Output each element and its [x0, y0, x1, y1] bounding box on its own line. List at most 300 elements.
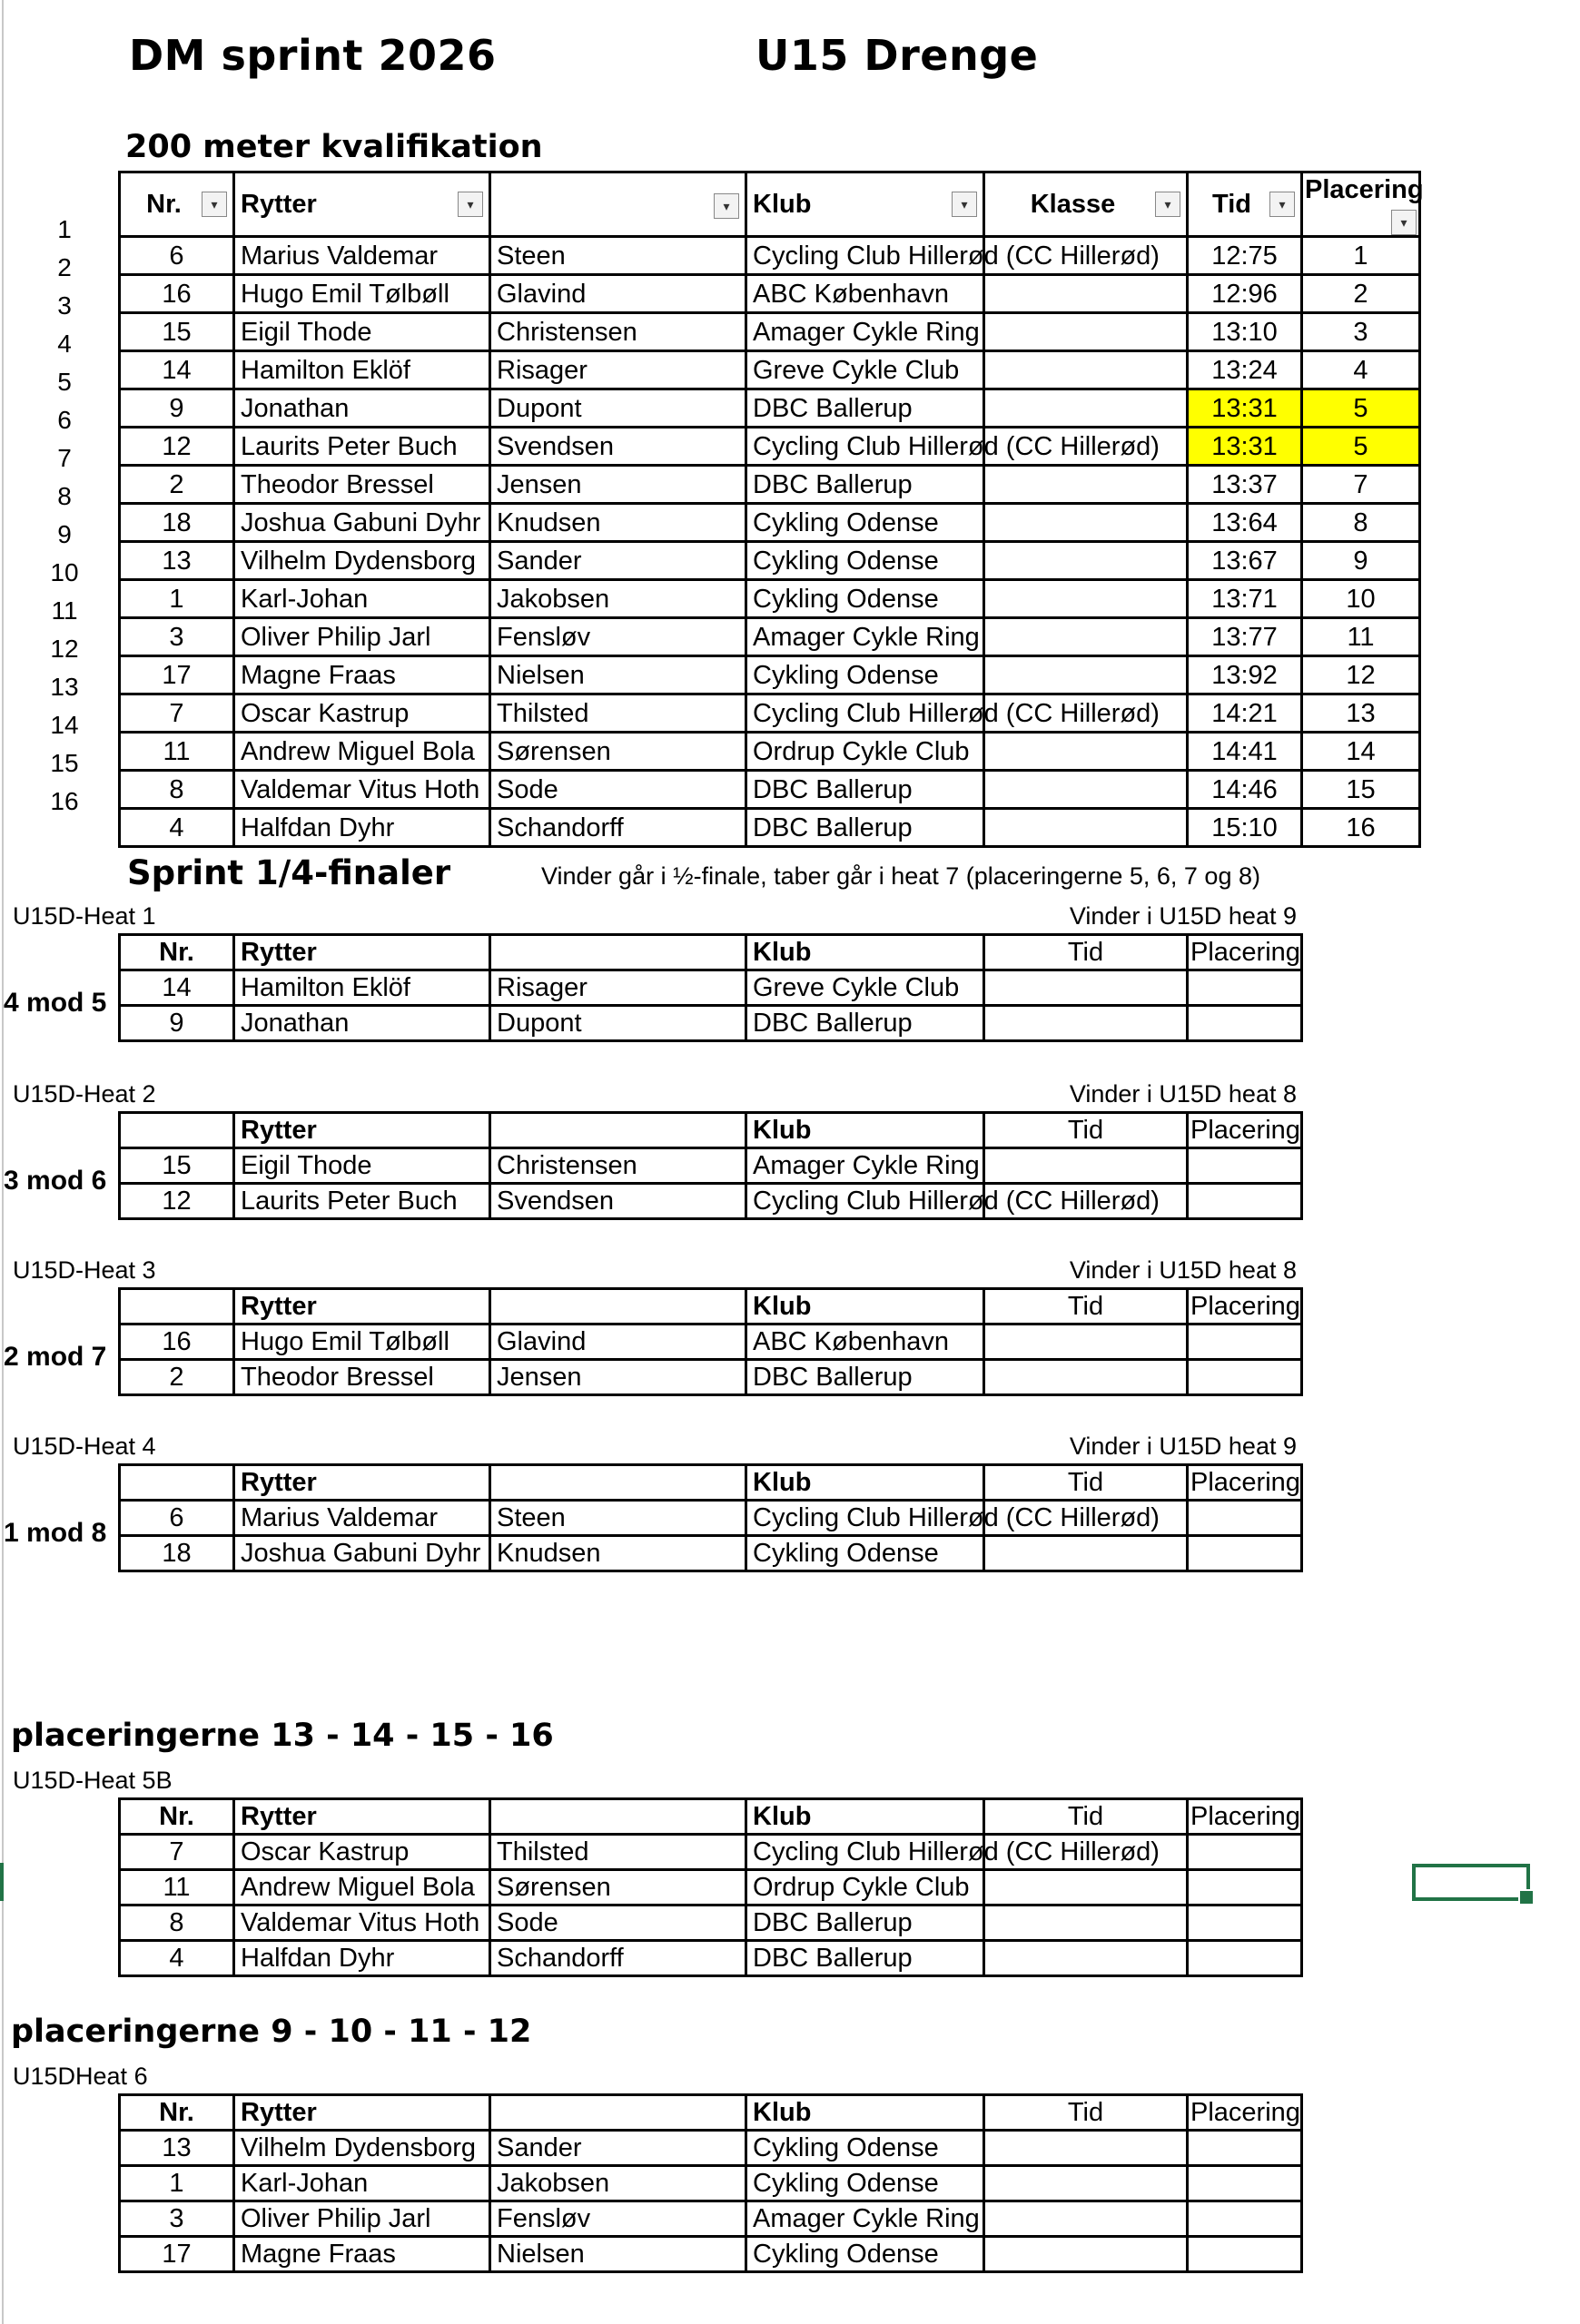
cell-rytter[interactable]: Eigil Thode	[234, 313, 490, 351]
cell-nr[interactable]: 15	[120, 1148, 234, 1184]
heat-winner-note: Vinder i U15D heat 9	[1069, 1433, 1297, 1460]
cell-surname[interactable]: Schandorff	[490, 809, 746, 847]
cell-tid[interactable]: 13:64	[1188, 504, 1302, 542]
col-header-tid: Tid	[984, 1113, 1188, 1148]
cell-surname[interactable]: Thilsted	[490, 1835, 746, 1870]
cell-nr[interactable]: 3	[120, 618, 234, 656]
heat-label: U15D-Heat 1	[13, 902, 156, 930]
col-header-rytter: Rytter	[234, 935, 490, 970]
heat-table	[118, 2093, 1303, 2273]
cell-rytter[interactable]: Oscar Kastrup	[234, 1835, 490, 1870]
cell-nr[interactable]: 11	[120, 733, 234, 771]
cell-rytter[interactable]: Laurits Peter Buch	[234, 428, 490, 466]
cell-nr[interactable]: 11	[120, 1870, 234, 1905]
cell-surname[interactable]: Glavind	[490, 1324, 746, 1360]
cell-klub[interactable]: Cycling Club Hillerød (CC Hillerød)	[746, 1501, 984, 1536]
col-header-blank[interactable]	[490, 172, 746, 237]
cell-klasse[interactable]	[984, 771, 1188, 809]
cell-nr[interactable]: 9	[120, 1006, 234, 1041]
cell-surname[interactable]: Christensen	[490, 313, 746, 351]
cell-rytter[interactable]: Marius Valdemar	[234, 237, 490, 275]
col-header-nr: Nr.	[120, 935, 234, 970]
cell-klub[interactable]: Cykling Odense	[746, 2131, 984, 2166]
cell-surname[interactable]: Sørensen	[490, 1870, 746, 1905]
cell-nr[interactable]: 12	[120, 428, 234, 466]
cell-klub[interactable]: Amager Cykle Ring	[746, 618, 984, 656]
cell-tid[interactable]	[984, 1324, 1188, 1360]
cell-nr[interactable]: 12	[120, 1184, 234, 1219]
cell-rytter[interactable]: Valdemar Vitus Hoth	[234, 771, 490, 809]
cell-klasse[interactable]	[984, 542, 1188, 580]
header-label: Placering	[1305, 175, 1424, 204]
heat-label: U15D-Heat 2	[13, 1080, 156, 1108]
cell-rytter[interactable]: Oliver Philip Jarl	[234, 618, 490, 656]
cell-tid[interactable]	[984, 2201, 1188, 2237]
row-index: 2	[57, 253, 72, 281]
cell-placering[interactable]	[1188, 1905, 1302, 1941]
cell-klasse[interactable]	[984, 351, 1188, 389]
cell-nr[interactable]: 9	[120, 389, 234, 428]
col-header-nr: Nr.	[120, 2095, 234, 2131]
col-header-rytter: Rytter	[234, 1465, 490, 1501]
cell-klub[interactable]: DBC Ballerup	[746, 466, 984, 504]
cell-nr[interactable]: 7	[120, 694, 234, 733]
cell-rytter[interactable]: Oliver Philip Jarl	[234, 2201, 490, 2237]
table-row	[120, 275, 1420, 313]
heat-matchup: 4 mod 5	[4, 988, 107, 1018]
cell-nr[interactable]: 17	[120, 2237, 234, 2272]
cell-placering[interactable]: 2	[1302, 275, 1420, 313]
cell-tid[interactable]: 13:67	[1188, 542, 1302, 580]
cell-surname[interactable]: Jakobsen	[490, 2166, 746, 2201]
cell-surname[interactable]: Nielsen	[490, 2237, 746, 2272]
filter-dropdown-icon[interactable]: ▾	[458, 192, 483, 217]
cell-nr[interactable]: 18	[120, 504, 234, 542]
row-selection-marker	[0, 1863, 4, 1901]
cell-surname[interactable]: Dupont	[490, 389, 746, 428]
cell-tid[interactable]	[984, 1905, 1188, 1941]
cell-nr[interactable]: 2	[120, 1360, 234, 1395]
cell-klub[interactable]: Cykling Odense	[746, 2237, 984, 2272]
cell-tid[interactable]: 14:21	[1188, 694, 1302, 733]
cell-rytter[interactable]: Karl-Johan	[234, 2166, 490, 2201]
cell-klub[interactable]: DBC Ballerup	[746, 389, 984, 428]
cell-klub[interactable]: Cycling Club Hillerød (CC Hillerød)	[746, 237, 984, 275]
cell-nr[interactable]: 13	[120, 2131, 234, 2166]
cell-rytter[interactable]: Hamilton Eklöf	[234, 351, 490, 389]
cell-rytter[interactable]: Jonathan	[234, 1006, 490, 1041]
col-header-blank	[490, 1465, 746, 1501]
cell-klasse[interactable]	[984, 389, 1188, 428]
cell-surname[interactable]: Knudsen	[490, 1536, 746, 1571]
col-header-blank	[490, 935, 746, 970]
cell-tid[interactable]	[984, 970, 1188, 1006]
cell-surname[interactable]: Sode	[490, 771, 746, 809]
col-header-klub: Klub	[746, 1465, 984, 1501]
col-header-klub: Klub	[746, 1113, 984, 1148]
heat-matchup: 1 mod 8	[4, 1518, 107, 1548]
col-header-rytter: Rytter	[234, 1113, 490, 1148]
col-header-rytter: Rytter	[234, 2095, 490, 2131]
filter-dropdown-icon[interactable]: ▾	[1155, 192, 1180, 217]
col-header-tid[interactable]	[1188, 172, 1302, 237]
cell-surname[interactable]: Sørensen	[490, 733, 746, 771]
cell-klub[interactable]: Cykling Odense	[746, 1536, 984, 1571]
cell-klub[interactable]: DBC Ballerup	[746, 1006, 984, 1041]
cell-rytter[interactable]: Theodor Bressel	[234, 466, 490, 504]
cell-surname[interactable]: Risager	[490, 351, 746, 389]
filter-dropdown-icon[interactable]: ▾	[1269, 192, 1295, 217]
cell-klub[interactable]: Cykling Odense	[746, 2166, 984, 2201]
col-header-klub: Klub	[746, 935, 984, 970]
header-label: Klasse	[1030, 190, 1116, 219]
col-header-placering: Placering	[1188, 1799, 1302, 1835]
cell-nr[interactable]: 15	[120, 313, 234, 351]
selected-cell[interactable]	[1412, 1864, 1530, 1901]
cell-nr[interactable]: 16	[120, 275, 234, 313]
cell-tid[interactable]: 15:10	[1188, 809, 1302, 847]
cell-surname[interactable]: Schandorff	[490, 1941, 746, 1976]
cell-surname[interactable]: Fensløv	[490, 618, 746, 656]
cell-tid[interactable]: 12:96	[1188, 275, 1302, 313]
table-row	[120, 694, 1420, 733]
table-row	[120, 580, 1420, 618]
cell-rytter[interactable]: Magne Fraas	[234, 656, 490, 694]
cell-tid[interactable]	[984, 1870, 1188, 1905]
cell-klub[interactable]: DBC Ballerup	[746, 1905, 984, 1941]
cell-tid[interactable]: 12:75	[1188, 237, 1302, 275]
col-header-nr	[120, 1289, 234, 1324]
cell-nr[interactable]: 3	[120, 2201, 234, 2237]
cell-nr[interactable]: 14	[120, 351, 234, 389]
cell-placering[interactable]	[1188, 1501, 1302, 1536]
cell-placering[interactable]	[1188, 2131, 1302, 2166]
cell-tid[interactable]	[984, 1536, 1188, 1571]
cell-placering[interactable]: 1	[1302, 237, 1420, 275]
row-index: 6	[57, 406, 72, 434]
cell-nr[interactable]: 13	[120, 542, 234, 580]
cell-klub[interactable]: Cykling Odense	[746, 656, 984, 694]
cell-nr[interactable]: 18	[120, 1536, 234, 1571]
cell-surname[interactable]: Dupont	[490, 1006, 746, 1041]
cell-surname[interactable]: Jakobsen	[490, 580, 746, 618]
cell-tid[interactable]: 13:31	[1188, 389, 1302, 428]
row-index: 11	[51, 596, 78, 625]
table-row	[120, 504, 1420, 542]
row-index: 4	[57, 330, 72, 358]
cell-rytter[interactable]: Magne Fraas	[234, 2237, 490, 2272]
cell-rytter[interactable]: Oscar Kastrup	[234, 694, 490, 733]
filter-dropdown-icon[interactable]: ▾	[202, 192, 227, 217]
cell-klub[interactable]: Amager Cykle Ring	[746, 313, 984, 351]
cell-rytter[interactable]: Valdemar Vitus Hoth	[234, 1905, 490, 1941]
col-header-klub: Klub	[746, 1799, 984, 1835]
col-header-tid: Tid	[984, 2095, 1188, 2131]
col-header-placering: Placering	[1188, 1113, 1302, 1148]
heat-table	[118, 1111, 1303, 1220]
cell-rytter[interactable]: Andrew Miguel Bola	[234, 733, 490, 771]
cell-klub[interactable]: Cycling Club Hillerød (CC Hillerød)	[746, 1184, 984, 1219]
row-index: 12	[50, 635, 79, 663]
cell-nr[interactable]: 17	[120, 656, 234, 694]
cell-tid[interactable]	[984, 1006, 1188, 1041]
row-index: 15	[50, 749, 79, 777]
cell-rytter[interactable]: Joshua Gabuni Dyhr	[234, 504, 490, 542]
cell-placering[interactable]	[1188, 2166, 1302, 2201]
heat-matchup: 2 mod 7	[4, 1342, 107, 1372]
cell-placering[interactable]	[1188, 1941, 1302, 1976]
cell-klub[interactable]: Cykling Odense	[746, 580, 984, 618]
qualification-table	[118, 171, 1424, 848]
row-index-column	[33, 211, 96, 821]
cell-surname[interactable]: Sander	[490, 2131, 746, 2166]
cell-rytter[interactable]: Vilhelm Dydensborg	[234, 2131, 490, 2166]
col-header-placering: Placering	[1188, 1289, 1302, 1324]
table-row	[120, 2131, 1302, 2166]
table-row	[120, 771, 1420, 809]
cell-nr[interactable]: 4	[120, 809, 234, 847]
col-header-blank	[490, 1113, 746, 1148]
cell-klasse[interactable]	[984, 313, 1188, 351]
cell-placering[interactable]	[1188, 1006, 1302, 1041]
cell-placering[interactable]	[1188, 1360, 1302, 1395]
cell-klub[interactable]: ABC København	[746, 1324, 984, 1360]
heat-table	[118, 1287, 1303, 1396]
cell-klasse[interactable]	[984, 504, 1188, 542]
heat-table	[118, 933, 1303, 1042]
cell-nr[interactable]: 14	[120, 970, 234, 1006]
qualification-title: 200 meter kvalifikation	[125, 129, 543, 165]
header-label: Klub	[753, 190, 812, 219]
cell-nr[interactable]: 4	[120, 1941, 234, 1976]
table-row	[120, 542, 1420, 580]
cell-rytter[interactable]: Marius Valdemar	[234, 1501, 490, 1536]
col-header-tid: Tid	[984, 1289, 1188, 1324]
col-header-rytter[interactable]	[234, 172, 490, 237]
quarterfinal-title: Sprint 1/4-finaler	[127, 853, 451, 892]
cell-tid[interactable]: 13:71	[1188, 580, 1302, 618]
cell-placering[interactable]: 12	[1302, 656, 1420, 694]
col-header-nr[interactable]	[120, 172, 234, 237]
cell-nr[interactable]: 7	[120, 1835, 234, 1870]
col-header-klasse[interactable]	[984, 172, 1188, 237]
cell-surname[interactable]: Nielsen	[490, 656, 746, 694]
cell-placering[interactable]: 7	[1302, 466, 1420, 504]
cell-tid[interactable]	[984, 2166, 1188, 2201]
cell-placering[interactable]: 3	[1302, 313, 1420, 351]
cell-surname[interactable]: Steen	[490, 237, 746, 275]
cell-placering[interactable]: 15	[1302, 771, 1420, 809]
cell-placering[interactable]: 4	[1302, 351, 1420, 389]
fill-handle[interactable]	[1518, 1889, 1535, 1905]
cell-placering[interactable]	[1188, 1324, 1302, 1360]
cell-rytter[interactable]: Halfdan Dyhr	[234, 1941, 490, 1976]
col-header-rytter: Rytter	[234, 1799, 490, 1835]
table-row	[120, 1835, 1302, 1870]
col-header-nr	[120, 1465, 234, 1501]
cell-placering[interactable]	[1188, 1835, 1302, 1870]
cell-klub[interactable]: Greve Cykle Club	[746, 351, 984, 389]
cell-placering[interactable]	[1188, 2237, 1302, 2272]
cell-rytter[interactable]: Andrew Miguel Bola	[234, 1870, 490, 1905]
header-label: Tid	[1212, 190, 1251, 219]
cell-rytter[interactable]: Hamilton Eklöf	[234, 970, 490, 1006]
cell-tid[interactable]: 13:77	[1188, 618, 1302, 656]
cell-placering[interactable]: 11	[1302, 618, 1420, 656]
cell-surname[interactable]: Christensen	[490, 1148, 746, 1184]
cell-surname[interactable]: Svendsen	[490, 1184, 746, 1219]
cell-klub[interactable]: DBC Ballerup	[746, 771, 984, 809]
cell-tid[interactable]	[984, 2131, 1188, 2166]
cell-surname[interactable]: Steen	[490, 1501, 746, 1536]
cell-tid[interactable]: 14:41	[1188, 733, 1302, 771]
cell-placering[interactable]	[1188, 1536, 1302, 1571]
cell-klub[interactable]: Amager Cykle Ring	[746, 1148, 984, 1184]
cell-nr[interactable]: 1	[120, 580, 234, 618]
cell-nr[interactable]: 16	[120, 1324, 234, 1360]
cell-rytter[interactable]: Jonathan	[234, 389, 490, 428]
cell-placering[interactable]: 5	[1302, 389, 1420, 428]
cell-tid[interactable]	[984, 1148, 1188, 1184]
col-header-blank	[490, 1799, 746, 1835]
heat-winner-note: Vinder i U15D heat 8	[1069, 1080, 1297, 1108]
cell-rytter[interactable]: Laurits Peter Buch	[234, 1184, 490, 1219]
cell-klub[interactable]: Ordrup Cykle Club	[746, 1870, 984, 1905]
cell-tid[interactable]	[984, 1360, 1188, 1395]
cell-placering[interactable]	[1188, 1148, 1302, 1184]
table-row	[120, 2237, 1302, 2272]
cell-klub[interactable]: Amager Cykle Ring	[746, 2201, 984, 2237]
cell-nr[interactable]: 6	[120, 237, 234, 275]
cell-tid[interactable]: 13:31	[1188, 428, 1302, 466]
cell-klub[interactable]: Cykling Odense	[746, 504, 984, 542]
cell-klub[interactable]: DBC Ballerup	[746, 1360, 984, 1395]
col-header-tid: Tid	[984, 1465, 1188, 1501]
table-row	[120, 970, 1302, 1006]
cell-tid[interactable]: 14:46	[1188, 771, 1302, 809]
cell-klasse[interactable]	[984, 656, 1188, 694]
cell-nr[interactable]: 8	[120, 771, 234, 809]
cell-placering[interactable]: 10	[1302, 580, 1420, 618]
cell-nr[interactable]: 2	[120, 466, 234, 504]
cell-surname[interactable]: Knudsen	[490, 504, 746, 542]
cell-rytter[interactable]: Hugo Emil Tølbøll	[234, 1324, 490, 1360]
cell-klub[interactable]: DBC Ballerup	[746, 1941, 984, 1976]
cell-tid[interactable]	[984, 1941, 1188, 1976]
row-index: 14	[50, 711, 79, 739]
col-header-placering[interactable]	[1302, 172, 1424, 237]
col-header-blank	[490, 1289, 746, 1324]
heat-winner-note: Vinder i U15D heat 9	[1069, 902, 1297, 930]
cell-tid[interactable]: 13:37	[1188, 466, 1302, 504]
cell-klasse[interactable]	[984, 809, 1188, 847]
cell-surname[interactable]: Svendsen	[490, 428, 746, 466]
cell-placering[interactable]: 8	[1302, 504, 1420, 542]
cell-tid[interactable]: 13:92	[1188, 656, 1302, 694]
cell-surname[interactable]: Thilsted	[490, 694, 746, 733]
cell-rytter[interactable]: Eigil Thode	[234, 1148, 490, 1184]
cell-klub[interactable]: Cycling Club Hillerød (CC Hillerød)	[746, 1835, 984, 1870]
cell-nr[interactable]: 6	[120, 1501, 234, 1536]
cell-klasse[interactable]	[984, 618, 1188, 656]
filter-dropdown-icon[interactable]: ▾	[714, 193, 739, 219]
filter-dropdown-icon[interactable]: ▾	[952, 192, 977, 217]
row-index: 10	[50, 558, 79, 586]
cell-klub[interactable]: Greve Cykle Club	[746, 970, 984, 1006]
cell-tid[interactable]	[984, 2237, 1188, 2272]
cell-surname[interactable]: Sander	[490, 542, 746, 580]
cell-rytter[interactable]: Hugo Emil Tølbøll	[234, 275, 490, 313]
cell-klub[interactable]: Ordrup Cykle Club	[746, 733, 984, 771]
cell-surname[interactable]: Jensen	[490, 466, 746, 504]
filter-dropdown-icon[interactable]: ▾	[1391, 210, 1417, 235]
cell-rytter[interactable]: Vilhelm Dydensborg	[234, 542, 490, 580]
row-index: 8	[57, 482, 72, 510]
col-header-placering: Placering	[1188, 2095, 1302, 2131]
cell-tid[interactable]: 13:10	[1188, 313, 1302, 351]
col-header-klub[interactable]	[746, 172, 984, 237]
cell-nr[interactable]: 8	[120, 1905, 234, 1941]
table-row	[120, 809, 1420, 847]
cell-surname[interactable]: Risager	[490, 970, 746, 1006]
placement-13-16-title: placeringerne 13 - 14 - 15 - 16	[11, 1718, 554, 1754]
cell-surname[interactable]: Glavind	[490, 275, 746, 313]
cell-surname[interactable]: Sode	[490, 1905, 746, 1941]
table-row	[120, 389, 1420, 428]
table-row	[120, 1905, 1302, 1941]
cell-klasse[interactable]	[984, 466, 1188, 504]
cell-rytter[interactable]: Karl-Johan	[234, 580, 490, 618]
cell-klub[interactable]: DBC Ballerup	[746, 809, 984, 847]
cell-klub[interactable]: Cycling Club Hillerød (CC Hillerød)	[746, 694, 984, 733]
cell-placering[interactable]: 9	[1302, 542, 1420, 580]
row-index: 9	[57, 520, 72, 548]
cell-klub[interactable]: Cycling Club Hillerød (CC Hillerød)	[746, 428, 984, 466]
cell-rytter[interactable]: Halfdan Dyhr	[234, 809, 490, 847]
cell-rytter[interactable]: Theodor Bressel	[234, 1360, 490, 1395]
col-header-klub: Klub	[746, 1289, 984, 1324]
cell-placering[interactable]: 5	[1302, 428, 1420, 466]
cell-placering[interactable]	[1188, 970, 1302, 1006]
cell-placering[interactable]	[1188, 2201, 1302, 2237]
heat-table	[118, 1463, 1303, 1572]
cell-klasse[interactable]	[984, 733, 1188, 771]
cell-placering[interactable]	[1188, 1184, 1302, 1219]
row-index: 7	[57, 444, 72, 472]
cell-placering[interactable]: 13	[1302, 694, 1420, 733]
cell-nr[interactable]: 1	[120, 2166, 234, 2201]
col-header-tid: Tid	[984, 1799, 1188, 1835]
placement-9-12-title: placeringerne 9 - 10 - 11 - 12	[11, 2014, 532, 2050]
cell-placering[interactable]: 14	[1302, 733, 1420, 771]
cell-rytter[interactable]: Joshua Gabuni Dyhr	[234, 1536, 490, 1571]
category-title: U15 Drenge	[755, 31, 1039, 80]
cell-placering[interactable]: 16	[1302, 809, 1420, 847]
cell-klub[interactable]: ABC København	[746, 275, 984, 313]
cell-klub[interactable]: Cykling Odense	[746, 542, 984, 580]
table-row	[120, 466, 1420, 504]
cell-klasse[interactable]	[984, 580, 1188, 618]
table-row	[120, 1148, 1302, 1184]
cell-klasse[interactable]	[984, 275, 1188, 313]
cell-surname[interactable]: Fensløv	[490, 2201, 746, 2237]
cell-surname[interactable]: Jensen	[490, 1360, 746, 1395]
col-header-placering: Placering	[1188, 1465, 1302, 1501]
cell-tid[interactable]: 13:24	[1188, 351, 1302, 389]
table-row	[120, 1536, 1302, 1571]
heat-label: U15D-Heat 5B	[13, 1767, 173, 1794]
cell-placering[interactable]	[1188, 1870, 1302, 1905]
